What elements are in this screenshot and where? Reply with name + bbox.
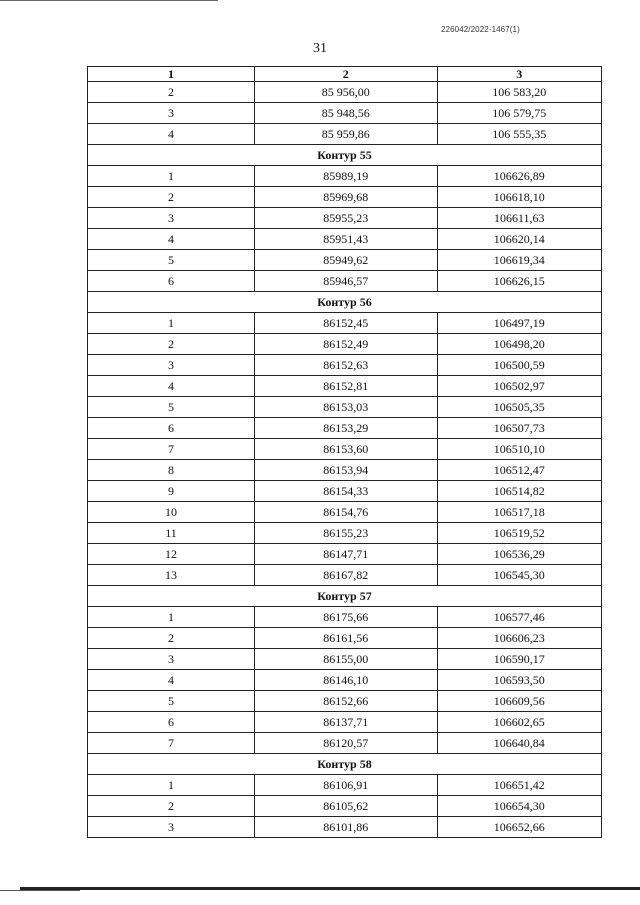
point-number: 8: [88, 460, 255, 481]
column-header: 1: [88, 67, 255, 82]
x-coordinate: 85955,23: [255, 208, 437, 229]
y-coordinate: 106609,56: [437, 691, 601, 712]
table-row: [88, 418, 602, 439]
table-row: [88, 817, 602, 838]
x-coordinate: 86101,86: [255, 817, 437, 838]
y-coordinate: 106590,17: [437, 649, 601, 670]
point-number: 4: [88, 376, 255, 397]
point-number: 1: [88, 313, 255, 334]
point-number: 9: [88, 481, 255, 502]
x-coordinate: 85 948,56: [255, 103, 437, 124]
point-number: 4: [88, 670, 255, 691]
table-row: [88, 565, 602, 586]
x-coordinate: 85951,43: [255, 229, 437, 250]
point-number: 7: [88, 439, 255, 460]
y-coordinate: 106619,34: [437, 250, 601, 271]
x-coordinate: 86153,60: [255, 439, 437, 460]
x-coordinate: 86105,62: [255, 796, 437, 817]
y-coordinate: 106507,73: [437, 418, 601, 439]
table-row: [88, 376, 602, 397]
table-row: [88, 670, 602, 691]
x-coordinate: 86106,91: [255, 775, 437, 796]
x-coordinate: 85949,62: [255, 250, 437, 271]
y-coordinate: 106593,50: [437, 670, 601, 691]
y-coordinate: 106626,89: [437, 166, 601, 187]
point-number: 2: [88, 334, 255, 355]
column-header: 3: [437, 67, 601, 82]
point-number: 13: [88, 565, 255, 586]
y-coordinate: 106640,84: [437, 733, 601, 754]
y-coordinate: 106497,19: [437, 313, 601, 334]
point-number: 3: [88, 649, 255, 670]
table-row: [88, 313, 602, 334]
table-row: [88, 208, 602, 229]
y-coordinate: 106545,30: [437, 565, 601, 586]
point-number: 4: [88, 229, 255, 250]
y-coordinate: 106626,15: [437, 271, 601, 292]
point-number: 1: [88, 607, 255, 628]
x-coordinate: 85989,19: [255, 166, 437, 187]
y-coordinate: 106500,59: [437, 355, 601, 376]
point-number: 5: [88, 250, 255, 271]
table-row: [88, 397, 602, 418]
point-number: 7: [88, 733, 255, 754]
point-number: 3: [88, 355, 255, 376]
x-coordinate: 86175,66: [255, 607, 437, 628]
table-header-row: [88, 67, 602, 82]
y-coordinate: 106651,42: [437, 775, 601, 796]
y-coordinate: 106505,35: [437, 397, 601, 418]
x-coordinate: 86152,81: [255, 376, 437, 397]
table-row: [88, 712, 602, 733]
x-coordinate: 86120,57: [255, 733, 437, 754]
table-row: [88, 775, 602, 796]
table-row: [88, 481, 602, 502]
x-coordinate: 86147,71: [255, 544, 437, 565]
point-number: 5: [88, 691, 255, 712]
y-coordinate: 106652,66: [437, 817, 601, 838]
point-number: 12: [88, 544, 255, 565]
contour-heading-row: [88, 586, 602, 607]
y-coordinate: 106517,18: [437, 502, 601, 523]
y-coordinate: 106618,10: [437, 187, 601, 208]
x-coordinate: 86154,76: [255, 502, 437, 523]
contour-title: Контур 56: [88, 292, 602, 313]
table-row: [88, 733, 602, 754]
coordinates-table-body: [88, 67, 602, 838]
y-coordinate: 106606,23: [437, 628, 601, 649]
table-row: [88, 250, 602, 271]
y-coordinate: 106510,10: [437, 439, 601, 460]
table-row: [88, 796, 602, 817]
table-row: [88, 607, 602, 628]
document-id: 226042/2022-1467(1): [441, 25, 520, 34]
table-row: [88, 544, 602, 565]
table-row: [88, 271, 602, 292]
point-number: 2: [88, 187, 255, 208]
point-number: 2: [88, 796, 255, 817]
page-number: 31: [313, 41, 327, 56]
point-number: 3: [88, 208, 255, 229]
contour-title: Контур 58: [88, 754, 602, 775]
x-coordinate: 86154,33: [255, 481, 437, 502]
table-row: [88, 187, 602, 208]
x-coordinate: 86161,56: [255, 628, 437, 649]
contour-heading-row: [88, 292, 602, 313]
y-coordinate: 106 579,75: [437, 103, 601, 124]
y-coordinate: 106 583,20: [437, 82, 601, 103]
y-coordinate: 106514,82: [437, 481, 601, 502]
y-coordinate: 106620,14: [437, 229, 601, 250]
point-number: 3: [88, 103, 255, 124]
bottom-rule: [20, 887, 640, 890]
table-row: [88, 523, 602, 544]
table-row: [88, 628, 602, 649]
y-coordinate: 106654,30: [437, 796, 601, 817]
x-coordinate: 86152,66: [255, 691, 437, 712]
table-row: [88, 355, 602, 376]
y-coordinate: 106512,47: [437, 460, 601, 481]
contour-heading-row: [88, 145, 602, 166]
x-coordinate: 85946,57: [255, 271, 437, 292]
point-number: 2: [88, 628, 255, 649]
y-coordinate: 106519,52: [437, 523, 601, 544]
y-coordinate: 106498,20: [437, 334, 601, 355]
point-number: 2: [88, 82, 255, 103]
x-coordinate: 86152,45: [255, 313, 437, 334]
point-number: 6: [88, 271, 255, 292]
x-coordinate: 86167,82: [255, 565, 437, 586]
x-coordinate: 86146,10: [255, 670, 437, 691]
y-coordinate: 106611,63: [437, 208, 601, 229]
y-coordinate: 106602,65: [437, 712, 601, 733]
table-row: [88, 103, 602, 124]
top-rule: [0, 0, 218, 1]
table-row: [88, 691, 602, 712]
x-coordinate: 85 956,00: [255, 82, 437, 103]
point-number: 5: [88, 397, 255, 418]
coordinates-table: [87, 66, 602, 838]
contour-title: Контур 57: [88, 586, 602, 607]
point-number: 11: [88, 523, 255, 544]
y-coordinate: 106536,29: [437, 544, 601, 565]
y-coordinate: 106577,46: [437, 607, 601, 628]
point-number: 6: [88, 418, 255, 439]
y-coordinate: 106502,97: [437, 376, 601, 397]
table-row: [88, 439, 602, 460]
table-row: [88, 166, 602, 187]
point-number: 6: [88, 712, 255, 733]
contour-heading-row: [88, 754, 602, 775]
table-row: [88, 649, 602, 670]
x-coordinate: 86155,00: [255, 649, 437, 670]
point-number: 10: [88, 502, 255, 523]
x-coordinate: 86153,29: [255, 418, 437, 439]
table-row: [88, 334, 602, 355]
point-number: 3: [88, 817, 255, 838]
x-coordinate: 86155,23: [255, 523, 437, 544]
table-row: [88, 502, 602, 523]
x-coordinate: 86153,03: [255, 397, 437, 418]
table-row: [88, 229, 602, 250]
point-number: 1: [88, 775, 255, 796]
table-row: [88, 82, 602, 103]
bottom-rule-thin: [0, 890, 80, 891]
point-number: 1: [88, 166, 255, 187]
column-header: 2: [255, 67, 437, 82]
contour-title: Контур 55: [88, 145, 602, 166]
table-row: [88, 124, 602, 145]
x-coordinate: 86137,71: [255, 712, 437, 733]
x-coordinate: 86152,49: [255, 334, 437, 355]
point-number: 4: [88, 124, 255, 145]
x-coordinate: 86153,94: [255, 460, 437, 481]
y-coordinate: 106 555,35: [437, 124, 601, 145]
table-row: [88, 460, 602, 481]
x-coordinate: 86152,63: [255, 355, 437, 376]
x-coordinate: 85969,68: [255, 187, 437, 208]
x-coordinate: 85 959,86: [255, 124, 437, 145]
